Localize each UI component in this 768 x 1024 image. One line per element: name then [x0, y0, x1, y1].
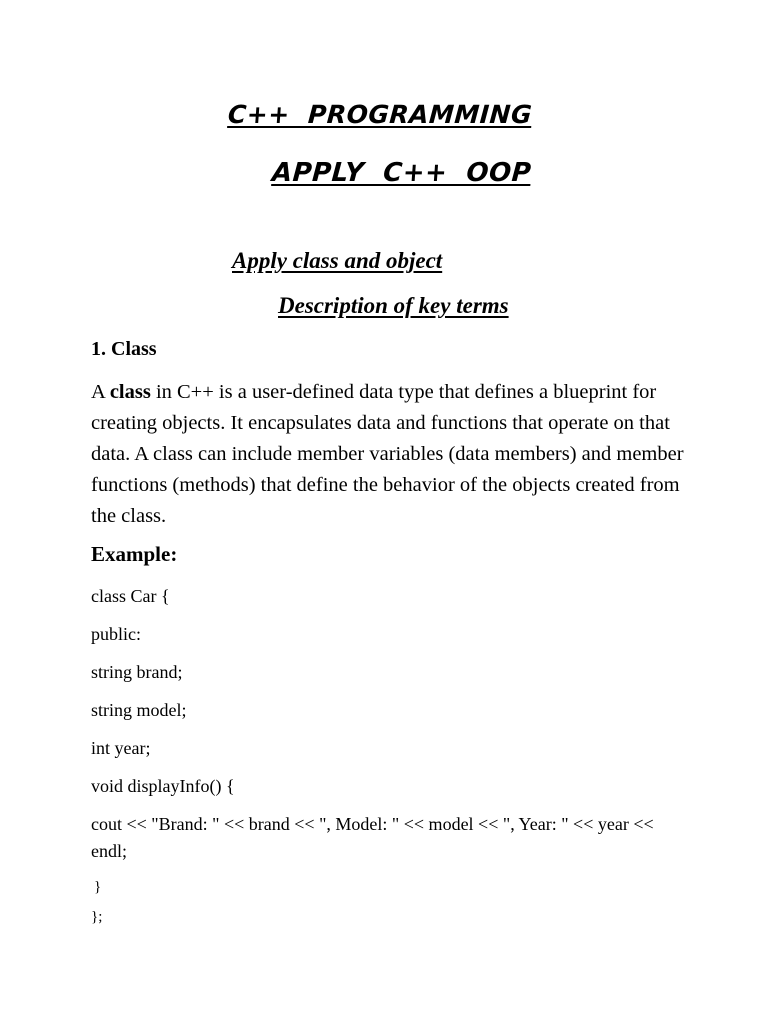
paragraph-body: in C++ is a user-defined data type that defines a blueprint for creating objects. It encapsulates data and functions that operate on that data. A class can include member variables (data members) and member functions (methods) that define the behavior of the objects created from the class. [91, 381, 684, 527]
code-line: int year; [91, 738, 151, 758]
code-line: } [94, 879, 102, 895]
class-description-paragraph [91, 377, 691, 532]
code-line: cout << "Brand: " << brand << ", Model: " << model << ", Year: " << year << endl; [91, 814, 654, 861]
key-terms-heading: Description of key terms [278, 293, 509, 318]
code-line: string model; [91, 700, 187, 720]
paragraph-prefix: A [91, 381, 110, 403]
section-heading-class: 1. Class [91, 338, 157, 360]
code-line: public: [91, 624, 141, 644]
code-line: string brand; [91, 662, 183, 682]
document-subtitle: APPLY C++ OOP [270, 158, 533, 188]
topic-heading: Apply class and object [232, 248, 443, 273]
paragraph-bold-term: class [109, 381, 151, 403]
code-line: }; [91, 909, 103, 925]
code-line: class Car { [91, 586, 170, 606]
document-title: C++ PROGRAMMING [226, 100, 534, 129]
code-line: void displayInfo() { [91, 776, 235, 796]
example-label: Example: [91, 542, 178, 566]
